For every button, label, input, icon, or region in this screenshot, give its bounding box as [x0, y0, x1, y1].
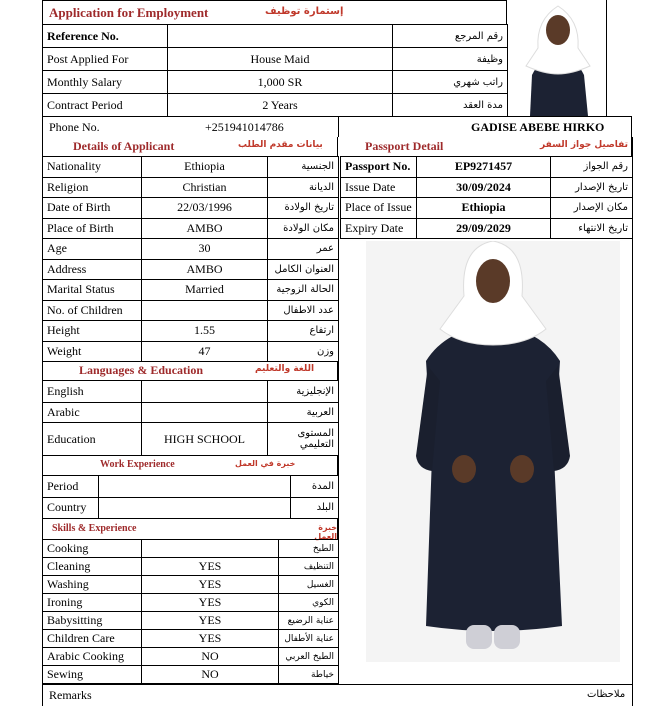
skill-row-label: Washing — [43, 576, 142, 594]
passport-row-value: Ethiopia — [417, 198, 551, 219]
details-row-label-ar: العنوان الكامل — [268, 259, 339, 280]
skill-row — [43, 576, 339, 594]
details-row-label: Date of Birth — [43, 198, 142, 219]
details-row-label: Address — [43, 259, 142, 280]
skill-row-label: Cleaning — [43, 558, 142, 576]
top-info-row-label: Post Applied For — [43, 48, 168, 71]
skill-row-value: YES — [142, 558, 279, 576]
passport-header — [338, 137, 632, 156]
skill-row — [43, 612, 339, 630]
passport-title: Passport Detail — [365, 139, 444, 153]
title-bar — [42, 0, 507, 24]
remarks-row — [42, 684, 632, 706]
work-table — [42, 475, 339, 519]
applicant-portrait — [510, 0, 607, 116]
details-row — [43, 218, 339, 239]
top-info-table — [42, 24, 508, 117]
skill-row-label: Cooking — [43, 540, 142, 558]
details-row-label: Height — [43, 321, 142, 342]
details-row-label: Religion — [43, 177, 142, 198]
passport-row — [341, 177, 633, 198]
details-row — [43, 280, 339, 301]
work-row-label: Period — [43, 476, 99, 498]
top-info-row-value — [168, 25, 393, 48]
name-divider — [338, 116, 339, 137]
details-title: Details of Applicant — [73, 139, 175, 153]
languages-table — [42, 380, 339, 456]
work-row-value — [99, 476, 291, 498]
passport-table — [340, 156, 633, 239]
details-row — [43, 177, 339, 198]
details-row-value: 47 — [142, 341, 268, 362]
language-row — [43, 423, 339, 456]
form-title: Application for Employment — [49, 5, 209, 20]
skill-row-label-ar: الغسيل — [279, 576, 339, 594]
form-title-ar: إستمارة توظيف — [265, 6, 344, 17]
language-row-label-ar: العربية — [268, 403, 339, 423]
work-row-value — [99, 497, 291, 519]
details-row-value: Ethiopia — [142, 157, 268, 178]
details-row — [43, 300, 339, 321]
work-row-label-ar: البلد — [291, 497, 339, 519]
details-row-value: 22/03/1996 — [142, 198, 268, 219]
remarks-label: Remarks — [49, 688, 92, 702]
top-info-row-value: House Maid — [168, 48, 393, 71]
skills-title-ar: خبرة العمل — [314, 523, 337, 541]
language-row-value — [142, 381, 268, 403]
top-info-row-label: Reference No. — [43, 25, 168, 48]
passport-row-label-ar: تاريخ الانتهاء — [551, 218, 633, 239]
language-row-value — [142, 403, 268, 423]
passport-row-value: 29/09/2029 — [417, 218, 551, 239]
skill-row-label-ar: عناية الرضيع — [279, 612, 339, 630]
skill-row-value: YES — [142, 576, 279, 594]
details-row-value: AMBO — [142, 218, 268, 239]
details-row-label-ar: الحالة الزوجية — [268, 280, 339, 301]
passport-row-label-ar: رقم الجواز — [551, 157, 633, 178]
top-info-row-value: 1,000 SR — [168, 71, 393, 94]
passport-row-label-ar: تاريخ الإصدار — [551, 177, 633, 198]
language-row-label-ar: المستوى التعليمي — [268, 423, 339, 456]
skill-row-label-ar: الكوي — [279, 594, 339, 612]
full-body-image — [366, 241, 620, 662]
passport-row-label: Issue Date — [341, 177, 417, 198]
passport-title-ar: تفاصيل جواز السفر — [540, 140, 629, 150]
passport-row-value: 30/09/2024 — [417, 177, 551, 198]
passport-row-label: Expiry Date — [341, 218, 417, 239]
details-row — [43, 259, 339, 280]
details-row-label-ar: ارتفاع — [268, 321, 339, 342]
details-row — [43, 341, 339, 362]
work-row-label-ar: المدة — [291, 476, 339, 498]
skill-row-value: YES — [142, 612, 279, 630]
top-info-row-label: Monthly Salary — [43, 71, 168, 94]
details-row-label: Age — [43, 239, 142, 260]
skills-header — [42, 518, 338, 539]
work-header — [42, 455, 338, 475]
details-row-label-ar: وزن — [268, 341, 339, 362]
skill-row-label-ar: عناية الأطفال — [279, 630, 339, 648]
languages-title: Languages & Education — [79, 363, 204, 377]
top-info-row-label-ar: راتب شهري — [393, 71, 508, 94]
top-info-row-label: Contract Period — [43, 94, 168, 117]
details-row-value: 30 — [142, 239, 268, 260]
phone-value: +251941014786 — [205, 120, 284, 134]
details-row-label: Place of Birth — [43, 218, 142, 239]
skill-row — [43, 666, 339, 684]
details-row-value: Married — [142, 280, 268, 301]
details-title-ar: بيانات مقدم الطلب — [238, 140, 323, 150]
details-row-label-ar: تاريخ الولادة — [268, 198, 339, 219]
top-info-row — [43, 94, 508, 117]
top-info-row — [43, 48, 508, 71]
top-info-row-label-ar: وظيفة — [393, 48, 508, 71]
language-row-label: English — [43, 381, 142, 403]
top-info-row-value: 2 Years — [168, 94, 393, 117]
skill-row-label-ar: خياطة — [279, 666, 339, 684]
skill-row-label: Babysitting — [43, 612, 142, 630]
language-row-label-ar: الإنجليزية — [268, 381, 339, 403]
skill-row-value — [142, 540, 279, 558]
skill-row — [43, 648, 339, 666]
details-row-value: 1.55 — [142, 321, 268, 342]
details-row — [43, 321, 339, 342]
applicant-name: GADISE ABEBE HIRKO — [471, 120, 605, 134]
details-table — [42, 156, 339, 362]
passport-row-label: Passport No. — [341, 157, 417, 178]
details-row — [43, 239, 339, 260]
details-header — [42, 137, 338, 156]
skill-row-value: NO — [142, 648, 279, 666]
skill-row-label: Sewing — [43, 666, 142, 684]
language-row — [43, 403, 339, 423]
phone-name-row — [42, 116, 632, 137]
passport-row — [341, 157, 633, 178]
passport-row — [341, 218, 633, 239]
language-row-label: Education — [43, 423, 142, 456]
middle-border — [338, 237, 339, 684]
details-row-label-ar: مكان الولادة — [268, 218, 339, 239]
skill-row-value: YES — [142, 594, 279, 612]
language-row — [43, 381, 339, 403]
top-info-row-label-ar: رقم المرجع — [393, 25, 508, 48]
passport-row — [341, 198, 633, 219]
language-row-value: HIGH SCHOOL — [142, 423, 268, 456]
work-title: Work Experience — [100, 459, 175, 470]
portrait-image — [510, 0, 607, 116]
skill-row-label-ar: الطبخ — [279, 540, 339, 558]
right-border — [632, 137, 633, 706]
skills-table — [42, 539, 339, 684]
top-info-row — [43, 71, 508, 94]
work-row — [43, 476, 339, 498]
details-row-label: Nationality — [43, 157, 142, 178]
passport-row-label: Place of Issue — [341, 198, 417, 219]
skill-row-label-ar: التنظيف — [279, 558, 339, 576]
details-row-label-ar: الديانة — [268, 177, 339, 198]
details-row-label-ar: الجنسية — [268, 157, 339, 178]
details-row-label: Marital Status — [43, 280, 142, 301]
top-info-row-label-ar: مدة العقد — [393, 94, 508, 117]
details-row — [43, 157, 339, 178]
passport-row-label-ar: مكان الإصدار — [551, 198, 633, 219]
skill-row-value: YES — [142, 630, 279, 648]
top-info-row — [43, 25, 508, 48]
skill-row-value: NO — [142, 666, 279, 684]
details-row-value — [142, 300, 268, 321]
skill-row — [43, 630, 339, 648]
full-body-photo — [366, 241, 620, 662]
languages-title-ar: اللغة والتعليم — [255, 364, 315, 374]
work-row-label: Country — [43, 497, 99, 519]
skill-row — [43, 558, 339, 576]
details-row-value: Christian — [142, 177, 268, 198]
remarks-label-ar: ملاحظات — [587, 689, 626, 700]
passport-row-value: EP9271457 — [417, 157, 551, 178]
work-row — [43, 497, 339, 519]
skill-row-label: Ironing — [43, 594, 142, 612]
details-row — [43, 198, 339, 219]
details-row-label-ar: عدد الاطفال — [268, 300, 339, 321]
details-row-label: No. of Children — [43, 300, 142, 321]
phone-label: Phone No. — [49, 120, 100, 134]
skill-row-label-ar: الطبخ العربي — [279, 648, 339, 666]
skills-title: Skills & Experience — [52, 523, 137, 534]
language-row-label: Arabic — [43, 403, 142, 423]
details-row-label-ar: عمر — [268, 239, 339, 260]
languages-header — [42, 361, 338, 380]
details-row-label: Weight — [43, 341, 142, 362]
details-row-value: AMBO — [142, 259, 268, 280]
skill-row-label: Children Care — [43, 630, 142, 648]
work-title-ar: خبرة في العمل — [235, 459, 296, 468]
skill-row — [43, 540, 339, 558]
skill-row-label: Arabic Cooking — [43, 648, 142, 666]
skill-row — [43, 594, 339, 612]
